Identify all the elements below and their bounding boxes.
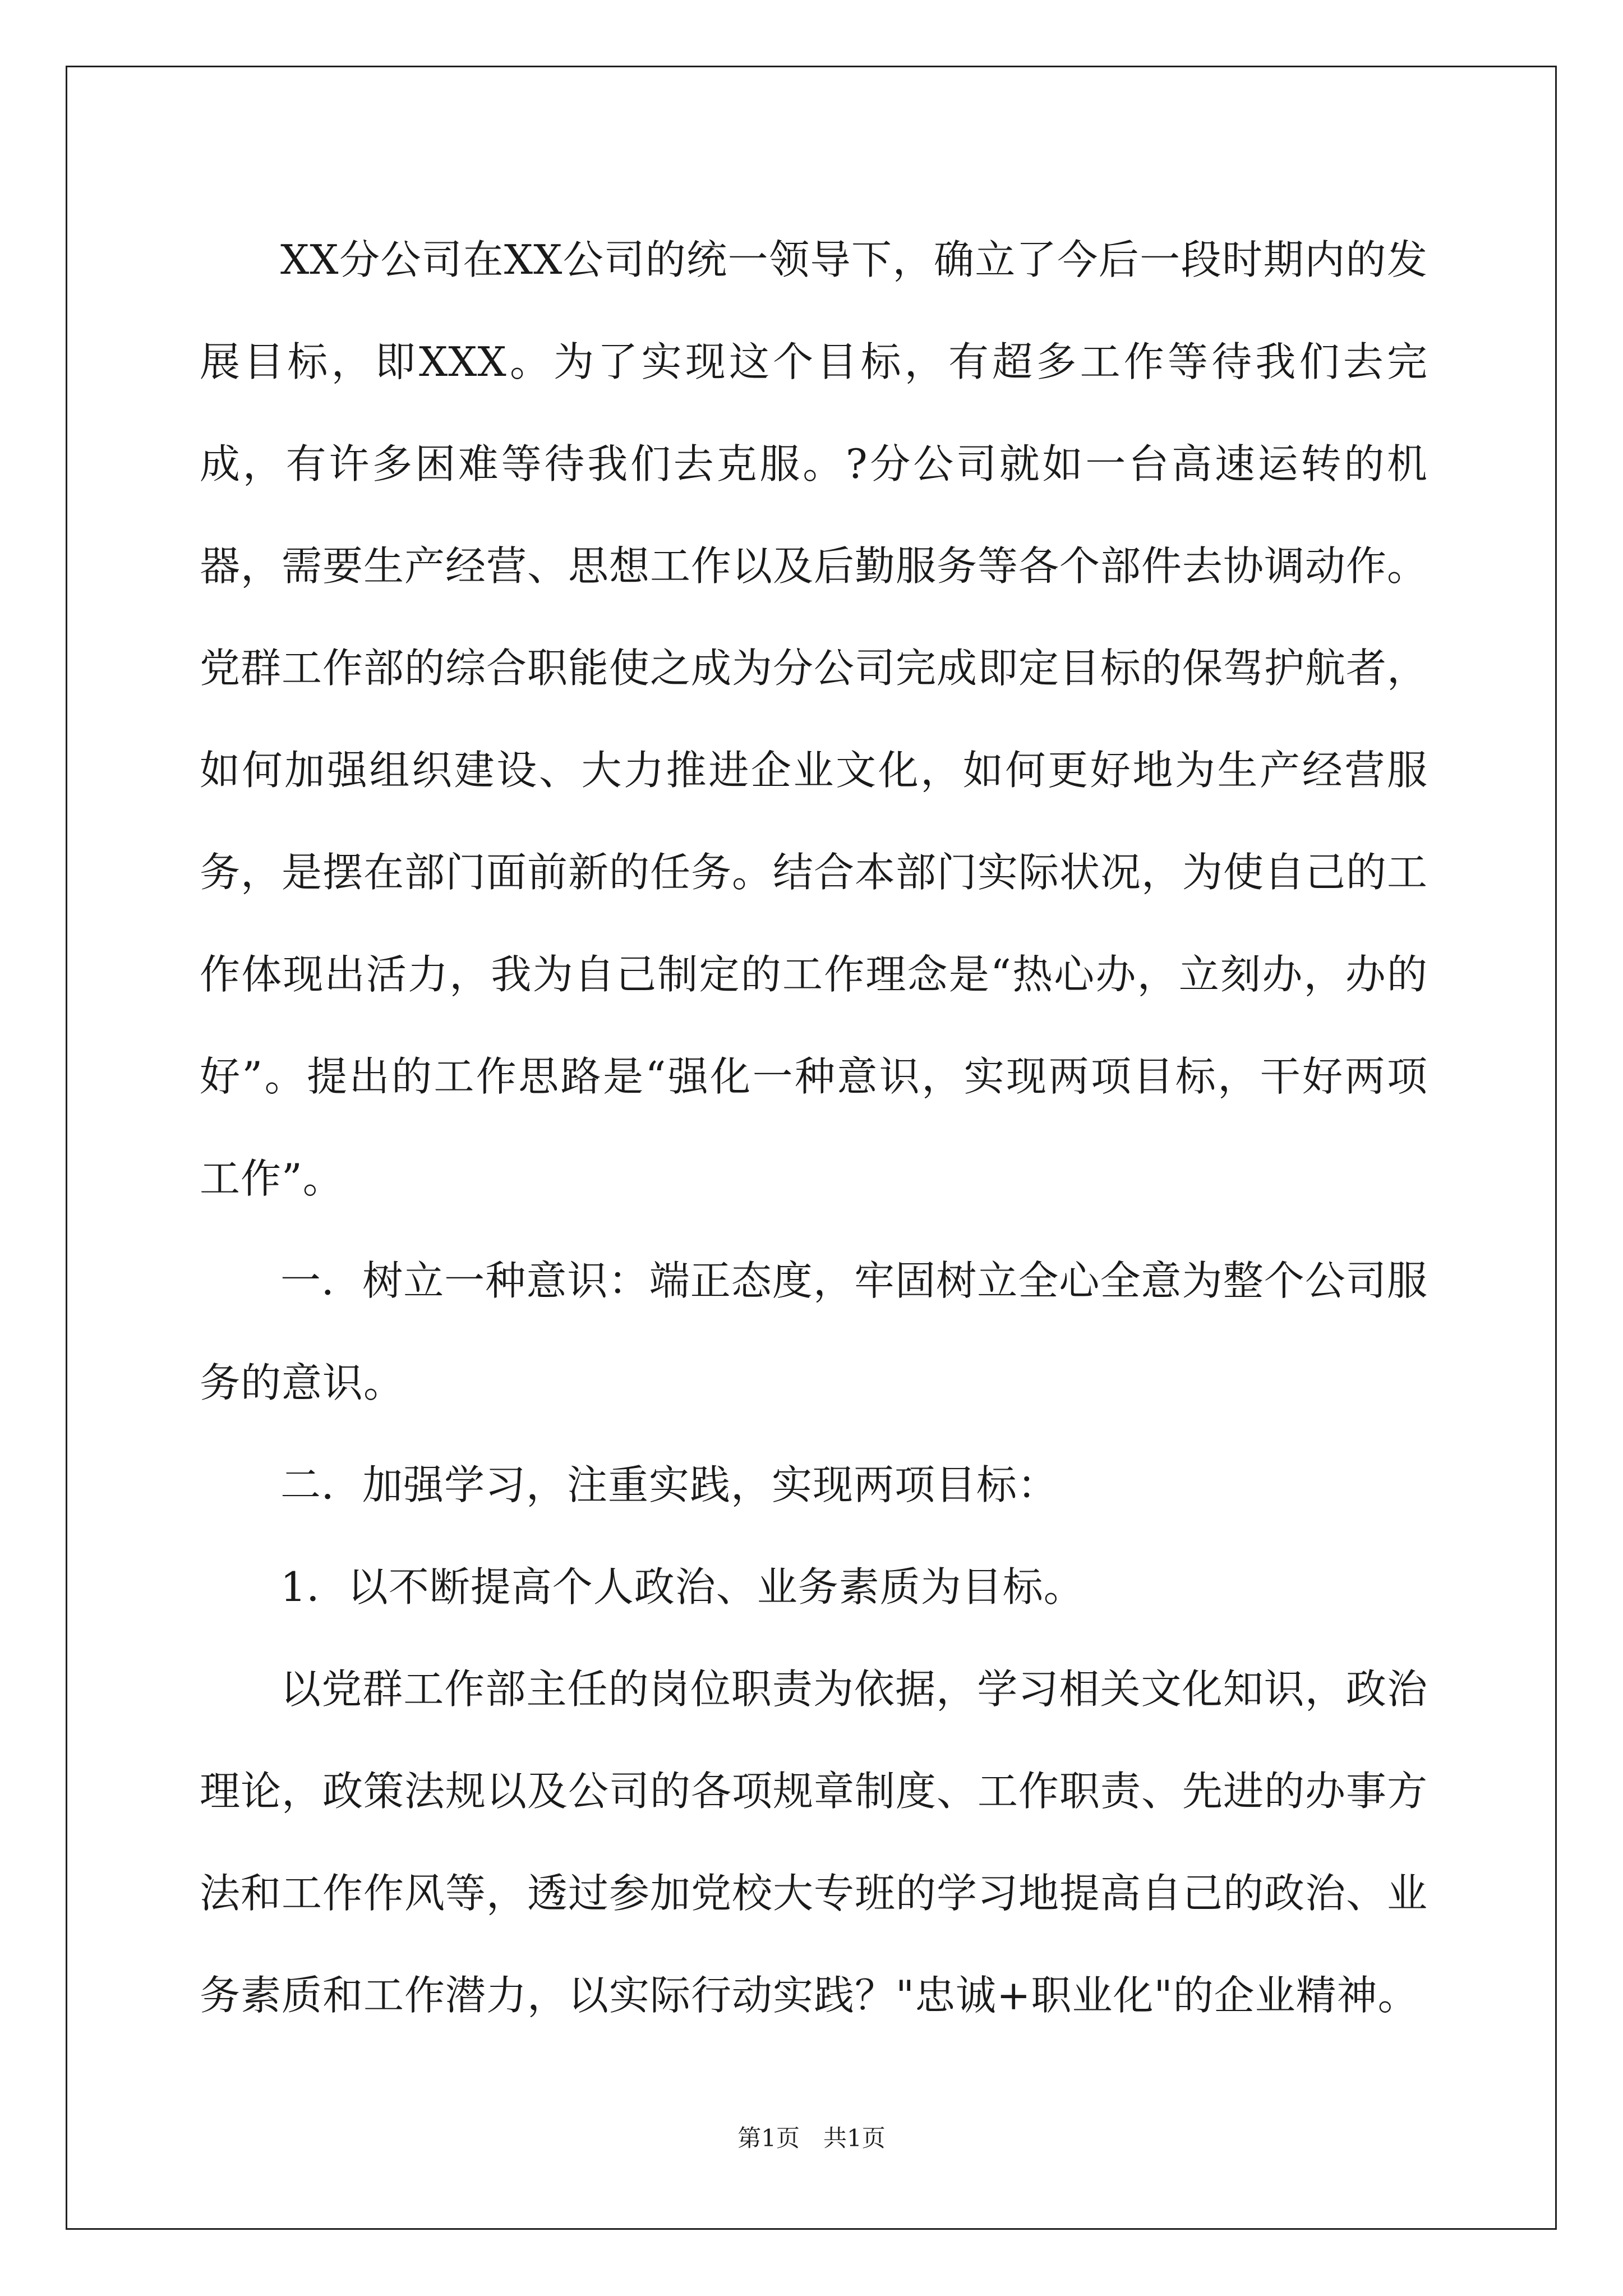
page-total: 共1页 — [823, 2124, 886, 2152]
paragraph-item-one-detail: 以党群工作部主任的岗位职责为依据，学习相关文化知识，政治理论，政策法规以及公司的各项规章制度、工作职责、先进的办事方法和工作作风等，透过参加党校大专班的学习地提高自己的政治、业务素质和工作潜力，以实际行动实践？"忠诚+职业化"的企业精神。 — [200, 1665, 1428, 2019]
paragraph-section-one: 一．树立一种意识：端正态度，牢固树立全心全意为整个公司服务的意识。 — [200, 1257, 1428, 1406]
page-number: 第1页 — [737, 2124, 800, 2152]
document-body — [200, 209, 1428, 2046]
paragraph-section-two: 二．加强学习，注重实践，实现两项目标： — [280, 1461, 1059, 1508]
paragraph-intro: XX分公司在XX公司的统一领导下，确立了今后一段时期内的发展目标，即XXX。为了实现这个目标，有超多工作等待我们去完成，有许多困难等待我们去克服。?分公司就如一台高速运转的机器，需要生产经营、思想工作以及后勤服务等各个部件去协调动作。党群工作部的综合职能使之成为分公司完成即定目标的保驾护航者，如何加强组织建设、大力推进企业文化，如何更好地为生产经营服务，是摆在部门面前新的任务。结合本部门实际状况，为使自己的工作体现出活力，我为自己制定的工作理念是“热心办，立刻办，办的好”。提出的工作思路是“强化一种意识，实现两项目标，干好两项工作”。 — [200, 236, 1428, 1202]
page-footer — [0, 2123, 1623, 2154]
paragraph-item-one: 1．以不断提高个人政治、业务素质为目标。 — [280, 1563, 1085, 1611]
